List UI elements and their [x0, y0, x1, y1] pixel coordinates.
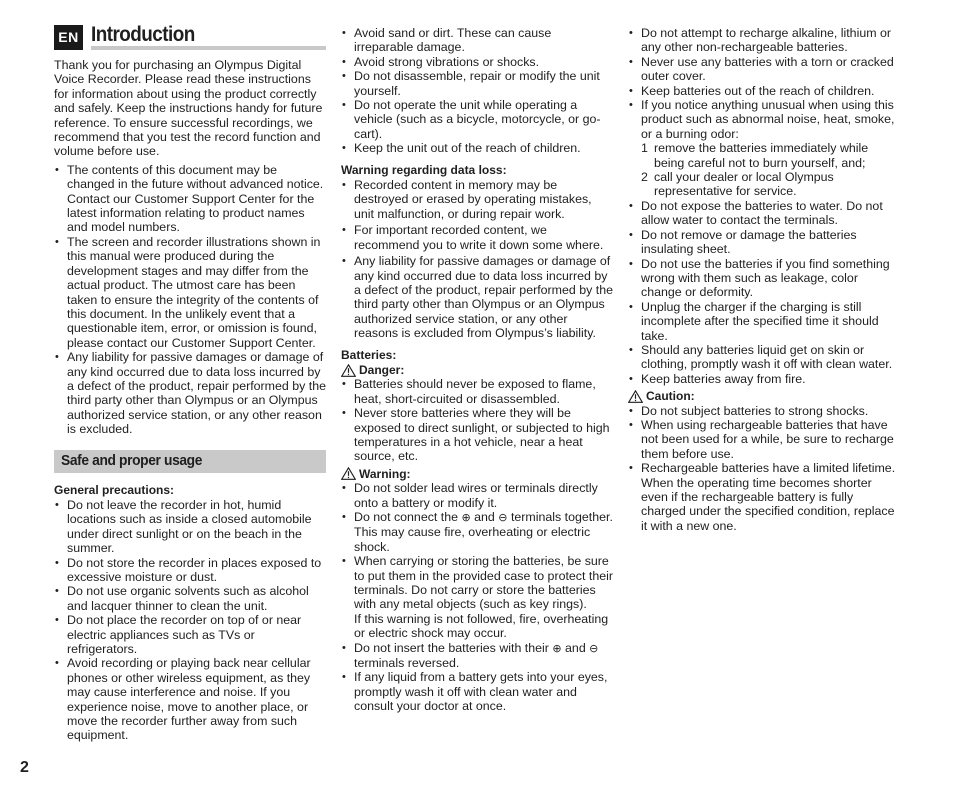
list-item: • Do not leave the recorder in hot, humid locations such as inside a closed automobile under direct sunlight or on the beach in the summer.: [54, 498, 326, 556]
list-item: • Do not use organic solvents such as alcohol and lacquer thinner to clean the unit.: [54, 584, 326, 613]
list-item: [628, 98, 900, 199]
warning-label-row: [341, 467, 613, 481]
warning-4-text-b: and: [565, 640, 586, 655]
general-precautions-list-continued: [341, 26, 613, 156]
unusual-steps-list: [641, 141, 900, 199]
list-item: • Keep batteries out of the reach of children.: [628, 84, 900, 98]
warning-triangle-icon: [341, 467, 356, 480]
language-badge: EN: [54, 25, 83, 50]
list-item: • Do not attempt to recharge alkaline, lithium or any other non-rechargeable batteries.: [628, 26, 900, 55]
warning-4-text-c: terminals reversed.: [354, 656, 460, 671]
step-text: remove the batteries immediately while being careful not to burn yourself, and;: [654, 141, 869, 170]
list-item: • Do not expose the batteries to water. Do not allow water to contact the terminals.: [628, 199, 900, 228]
list-item: • Any liability for passive damages or damage of any kind occurred due to data loss incurred by a defect of the product, repair performed by the third party other than Olympus or an Olympus authorized service station, or any other reasons is excluded from Olympus’s liability.: [341, 254, 613, 340]
step-number: 1: [641, 141, 648, 156]
step-text: call your dealer or local Olympus representative for service.: [654, 170, 834, 199]
list-item: • Should any batteries liquid get on skin or clothing, promptly wash it off with clean water.: [628, 343, 900, 372]
page-title: Introduction: [91, 23, 195, 46]
minus-terminal-icon: ⊖: [589, 642, 599, 655]
list-item: • The contents of this document may be changed in the future without advanced notice. Contact our Customer Support Center for the latest information relating to product names and model numbers.: [54, 163, 326, 235]
warning-list: [341, 481, 613, 714]
data-loss-list: [341, 178, 613, 340]
list-item: • When using rechargeable batteries that have not been used for a while, be sure to recharge them before use.: [628, 418, 900, 461]
battery-warning-list-continued: [628, 26, 900, 386]
list-item: • The screen and recorder illustrations shown in this manual were produced during the development stages and may differ from the actual product. The utmost care has been taken to ensure the integrity of the contents of this document. In the unlikely event that a questionable item, error, or omission is found, please contact our Customer Support Center.: [54, 235, 326, 350]
list-item: • Do not store the recorder in places exposed to excessive moisture or dust.: [54, 556, 326, 585]
danger-label: Danger:: [359, 362, 405, 377]
page-header: [54, 24, 326, 50]
intro-paragraph: Thank you for purchasing an Olympus Digital Voice Recorder. Please read these instructions for information about using the product correctly and safely. Keep the instructions handy for future reference. To ensure successful recordings, we recommend that you test the record function and volume before use.: [54, 58, 323, 159]
minus-terminal-icon: ⊖: [498, 512, 508, 524]
step-number: 2: [641, 170, 648, 185]
column-3: [628, 26, 900, 533]
list-item: • Keep batteries away from fire.: [628, 372, 900, 386]
general-precautions-list: [54, 498, 326, 743]
intro-bullet-list: [54, 163, 326, 437]
list-item: • Avoid recording or playing back near cellular phones or other wireless equipment, as they may cause interference and noise. If you experience noise, move to another place, or move the recorder further away from such equipment.: [54, 656, 326, 742]
warning-2-text-c: terminals together. This may cause fire, overheating or electric shock.: [354, 510, 613, 554]
caution-label: Caution:: [646, 389, 695, 404]
list-item: • For important recorded content, we recommend you to write it down some where.: [341, 223, 613, 252]
list-item: • Never use any batteries with a torn or cracked outer cover.: [628, 55, 900, 84]
list-item: • Avoid sand or dirt. These can cause irreparable damage.: [341, 26, 613, 55]
plus-terminal-icon: ⊕: [461, 512, 471, 524]
warning-2-text-b: and: [474, 510, 495, 524]
warning-triangle-icon: [628, 390, 643, 403]
list-item: • Unplug the charger if the charging is still incomplete after the specified time it should take.: [628, 300, 900, 343]
section-title: Safe and proper usage: [61, 451, 203, 469]
warning-3-note: If this warning is not followed, fire, overheating or electric shock may occur.: [354, 611, 609, 641]
danger-list: [341, 377, 613, 463]
list-item: • Avoid strong vibrations or shocks.: [341, 55, 613, 69]
list-item: • Any liability for passive damages or damage of any kind occurred due to data loss incurred by a defect of the product, repair performed by the third party other than Olympus or an Olympus authorized service station, or any other reason is excluded.: [54, 350, 326, 436]
caution-list: [628, 404, 900, 534]
list-item: • Do not disassemble, repair or modify the unit yourself.: [341, 69, 613, 98]
warning-3-text: • When carrying or storing the batteries, be sure to put them in the provided case to protect their terminals. Do not carry or store the batteries with any metal objects (such as key rings).: [354, 554, 613, 612]
column-2: [341, 26, 613, 714]
list-item: • Do not operate the unit while operating a vehicle (such as a bicycle, motorcycle, or go-cart).: [341, 98, 613, 141]
list-item: [341, 510, 613, 554]
list-item: • Rechargeable batteries have a limited lifetime. When the operating time becomes shorter even if the rechargeable battery is fully charged under the specified condition, replace it with a new one.: [628, 461, 900, 533]
danger-label-row: [341, 363, 613, 377]
page-number: 2: [20, 759, 29, 776]
list-item: • Keep the unit out of the reach of children.: [341, 141, 613, 155]
list-item: • If any liquid from a battery gets into your eyes, promptly wash it off with clean water and consult your doctor at once.: [341, 670, 613, 713]
list-item: • Never store batteries where they will be exposed to direct sunlight, or subjected to high temperatures in a hot vehicle, near a heat source, etc.: [341, 406, 613, 464]
list-item: • Do not use the batteries if you find something wrong with them such as leakage, color change or deformity.: [628, 257, 900, 300]
list-item: [641, 141, 900, 170]
list-item: [341, 641, 613, 671]
list-item: [341, 554, 613, 640]
warning-triangle-icon: [341, 364, 356, 377]
title-underline: [91, 24, 326, 50]
general-precautions-heading: General precautions:: [54, 482, 175, 497]
batteries-heading: Batteries:: [341, 347, 397, 362]
section-header-bar: [54, 450, 326, 473]
list-item: • Do not subject batteries to strong shocks.: [628, 404, 900, 418]
list-item: • Do not remove or damage the batteries insulating sheet.: [628, 228, 900, 257]
column-1: [54, 24, 326, 743]
list-item: • Batteries should never be exposed to flame, heat, short-circuited or disassembled.: [341, 377, 613, 406]
caution-label-row: [628, 389, 900, 403]
unusual-item-text: • If you notice anything unusual when using this product such as abnormal noise, heat, smoke, or a burning odor:: [641, 98, 895, 141]
warning-2-text-a: Do not connect the: [354, 510, 459, 524]
warning-label: Warning:: [359, 466, 411, 481]
list-item: • Recorded content in memory may be destroyed or erased by operating mistakes, unit malfunction, or during repair work.: [341, 178, 613, 221]
warning-4-text-a: Do not insert the batteries with their: [354, 640, 549, 655]
data-loss-heading: Warning regarding data loss:: [341, 162, 507, 177]
list-item: • Do not place the recorder on top of or near electric appliances such as TVs or refrigerators.: [54, 613, 326, 656]
plus-terminal-icon: ⊕: [552, 642, 562, 655]
list-item: [641, 170, 900, 199]
list-item: • Do not solder lead wires or terminals directly onto a battery or modify it.: [341, 481, 613, 510]
